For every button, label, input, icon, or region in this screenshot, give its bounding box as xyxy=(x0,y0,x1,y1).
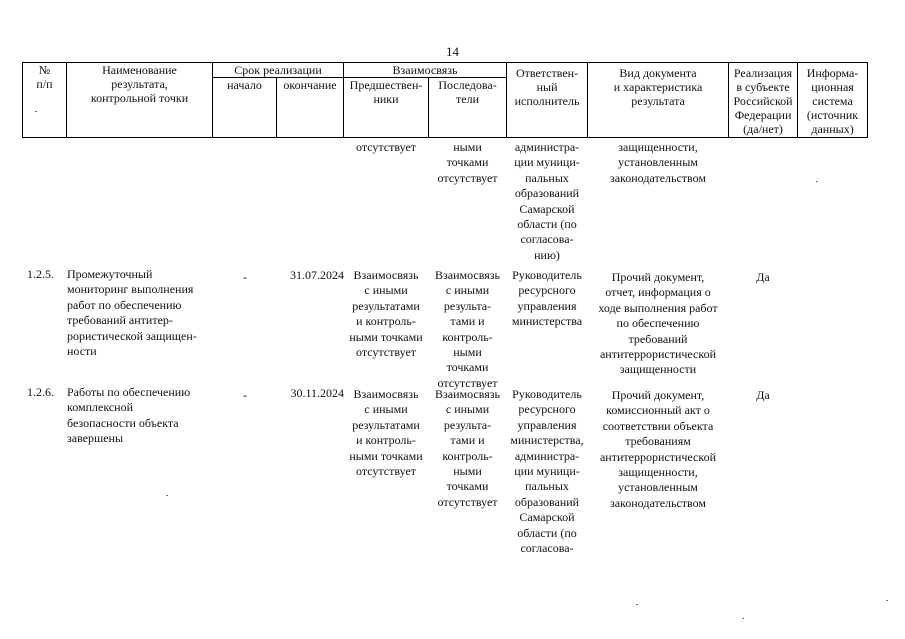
text-line: ными точками xyxy=(349,448,423,463)
text-line: результа- xyxy=(443,298,492,313)
text-line: работ по обеспечению xyxy=(67,297,182,312)
text-line: отсутствует xyxy=(437,170,498,185)
header-responsible-line: Ответствен- xyxy=(515,66,579,80)
header-predecessors xyxy=(344,78,429,138)
header-name xyxy=(67,63,213,138)
text-line: антитеррористической xyxy=(599,449,717,464)
text-line: образований xyxy=(514,186,580,201)
text-line: Взаимосвязь xyxy=(435,387,500,401)
text-line: защищенности xyxy=(619,362,697,377)
text-line: защищенности, xyxy=(618,465,698,480)
header-responsible-line: исполнитель xyxy=(514,94,580,108)
text-line: управления xyxy=(517,298,577,313)
header-info-system-line: ционная xyxy=(811,80,854,94)
header-realization-line: (да/нет) xyxy=(743,122,783,136)
continuation-successors xyxy=(429,140,506,186)
row-realization: Да xyxy=(756,270,770,284)
header-realization-line: в субъекте xyxy=(736,80,790,94)
row-end: 30.11.2024 xyxy=(290,386,344,400)
header-successors-line: Последова- xyxy=(438,78,497,92)
row-predecessors xyxy=(344,268,428,360)
header-name-line: Наименование xyxy=(102,63,177,77)
header-info-system-line: Информа- xyxy=(806,66,859,80)
scan-speck xyxy=(636,604,638,605)
header-realization-line: Российской xyxy=(733,94,793,108)
text-line: Руководитель xyxy=(512,387,582,401)
text-line: Прочий документ, xyxy=(611,270,705,284)
text-line: комиссионный акт о xyxy=(606,403,710,418)
text-line: пальных xyxy=(525,479,569,494)
row-end: 31.07.2024 xyxy=(290,268,344,282)
text-line: отсутствует xyxy=(437,375,498,390)
header-realization-line: Реализация xyxy=(733,66,793,80)
text-line: по обеспечению xyxy=(616,316,700,331)
text-line: отсутствует xyxy=(355,140,417,154)
header-relation: Взаимосвязь xyxy=(344,63,507,78)
text-line: мониторинг выполнения xyxy=(67,282,194,297)
header-successors-line: тели xyxy=(456,92,480,106)
text-line: ходе выполнения работ xyxy=(598,300,718,315)
text-line: Самарской xyxy=(519,510,575,525)
text-line: Прочий документ, xyxy=(611,388,705,402)
row-name xyxy=(67,385,211,447)
text-line: управления xyxy=(517,417,577,432)
text-line: ции муници- xyxy=(514,155,580,170)
table-header xyxy=(22,62,868,138)
scan-speck xyxy=(166,495,168,496)
text-line: и контроль- xyxy=(356,433,416,448)
text-line: Взаимосвязь xyxy=(353,387,419,401)
text-line: администра- xyxy=(514,140,580,154)
text-line: с иными xyxy=(364,402,408,417)
text-line: точками xyxy=(446,479,489,494)
text-line: Самарской xyxy=(519,201,575,216)
text-line: контроль- xyxy=(442,448,493,463)
text-line: требований xyxy=(628,331,688,346)
text-line: нию) xyxy=(534,247,560,262)
text-line: результатами xyxy=(352,298,420,313)
row-number: 1.2.5. xyxy=(27,267,54,281)
text-line: результа- xyxy=(443,417,492,432)
text-line: ными xyxy=(453,464,482,479)
text-line: соответствии объекта xyxy=(602,418,714,433)
row-successors xyxy=(429,268,506,391)
header-doc-type-line: и характеристика xyxy=(613,80,703,94)
text-line: установленным xyxy=(618,480,698,495)
header-period: Срок реализации xyxy=(213,63,344,78)
header-responsible-line: ный xyxy=(536,80,558,94)
text-line: Взаимосвязь xyxy=(435,268,500,282)
row-start: - xyxy=(243,270,247,284)
header-responsible xyxy=(507,63,588,138)
text-line: с иными xyxy=(445,402,490,417)
text-line: антитеррористической xyxy=(599,347,717,362)
text-line: рористической защищен- xyxy=(67,328,197,343)
text-line: законодательством xyxy=(609,170,707,185)
scan-speck xyxy=(742,618,744,619)
text-line: Промежуточный xyxy=(67,267,153,281)
row-successors xyxy=(429,387,506,510)
scan-speck xyxy=(35,111,37,112)
header-num xyxy=(23,63,67,138)
text-line: отсутствует xyxy=(355,464,417,479)
header-num-line: п/п xyxy=(36,77,53,91)
text-line: безопасности объекта xyxy=(67,415,179,430)
text-line: министерства xyxy=(511,314,583,329)
header-end: окончание xyxy=(277,78,344,138)
text-line: ными точками xyxy=(349,329,423,344)
row-name xyxy=(67,267,211,359)
text-line: ресурсного xyxy=(518,402,576,417)
text-line: точками xyxy=(446,360,489,375)
text-line: точками xyxy=(446,155,489,170)
text-line: согласова- xyxy=(520,232,574,247)
header-info-system-line: данных) xyxy=(811,122,854,136)
text-line: ными xyxy=(453,345,482,360)
header-realization xyxy=(729,63,798,138)
continuation-doc-type xyxy=(588,140,728,186)
text-line: отсутствует xyxy=(437,494,498,509)
text-line: тами и xyxy=(450,314,485,329)
continuation-responsible xyxy=(507,140,587,263)
text-line: области (по xyxy=(517,525,577,540)
text-line: ции муници- xyxy=(514,464,580,479)
header-predecessors-line: Предшествен- xyxy=(349,78,423,92)
text-line: отчет, информация о xyxy=(605,285,711,300)
text-line: результатами xyxy=(352,417,420,432)
row-predecessors xyxy=(344,387,428,479)
text-line: установленным xyxy=(618,155,698,170)
row-responsible xyxy=(507,268,587,330)
text-line: министерства, xyxy=(510,433,584,448)
text-line: образований xyxy=(514,494,580,509)
header-successors xyxy=(429,78,507,138)
continuation-predecessors xyxy=(344,140,428,155)
text-line: с иными xyxy=(445,283,490,298)
text-line: пальных xyxy=(525,170,569,185)
header-realization-line: Федерации xyxy=(734,108,792,122)
row-responsible xyxy=(507,387,587,556)
header-info-system-line: система xyxy=(812,94,853,108)
scan-speck xyxy=(886,600,888,601)
header-info-system-line: (источник xyxy=(806,108,859,122)
text-line: законодательством xyxy=(609,495,707,510)
text-line: области (по xyxy=(517,217,577,232)
text-line: ности xyxy=(67,344,97,359)
text-line: контроль- xyxy=(442,329,493,344)
row-realization: Да xyxy=(756,388,770,402)
text-line: требований антитер- xyxy=(67,313,173,328)
header-name-line: контрольной точки xyxy=(90,91,189,105)
row-start: - xyxy=(243,388,247,402)
header-doc-type xyxy=(588,63,729,138)
header-info-system xyxy=(798,63,868,138)
header-predecessors-line: ники xyxy=(373,92,399,106)
text-line: защищенности, xyxy=(618,140,698,154)
header-doc-type-line: результата xyxy=(631,94,685,108)
text-line: Взаимосвязь xyxy=(353,268,419,282)
row-doc-type xyxy=(588,388,728,511)
text-line: завершены xyxy=(67,431,124,446)
text-line: согласова- xyxy=(520,541,574,556)
row-number: 1.2.6. xyxy=(27,385,54,399)
scan-speck xyxy=(816,181,818,182)
text-line: администра- xyxy=(514,448,580,463)
page-number: 14 xyxy=(446,44,459,59)
text-line: тами и xyxy=(450,433,485,448)
text-line: и контроль- xyxy=(356,314,416,329)
text-line: требованиям xyxy=(625,434,691,449)
text-line: ресурсного xyxy=(518,283,576,298)
text-line: с иными xyxy=(364,283,408,298)
header-start: начало xyxy=(213,78,277,138)
row-doc-type xyxy=(588,270,728,378)
header-name-line: результата, xyxy=(111,77,168,91)
text-line: Руководитель xyxy=(512,268,582,282)
text-line: ными xyxy=(453,140,482,154)
text-line: отсутствует xyxy=(355,345,417,360)
text-line: Работы по обеспечению xyxy=(67,385,191,399)
text-line: комплексной xyxy=(67,400,134,415)
header-num-line: № xyxy=(38,63,51,77)
header-doc-type-line: Вид документа xyxy=(619,66,697,80)
